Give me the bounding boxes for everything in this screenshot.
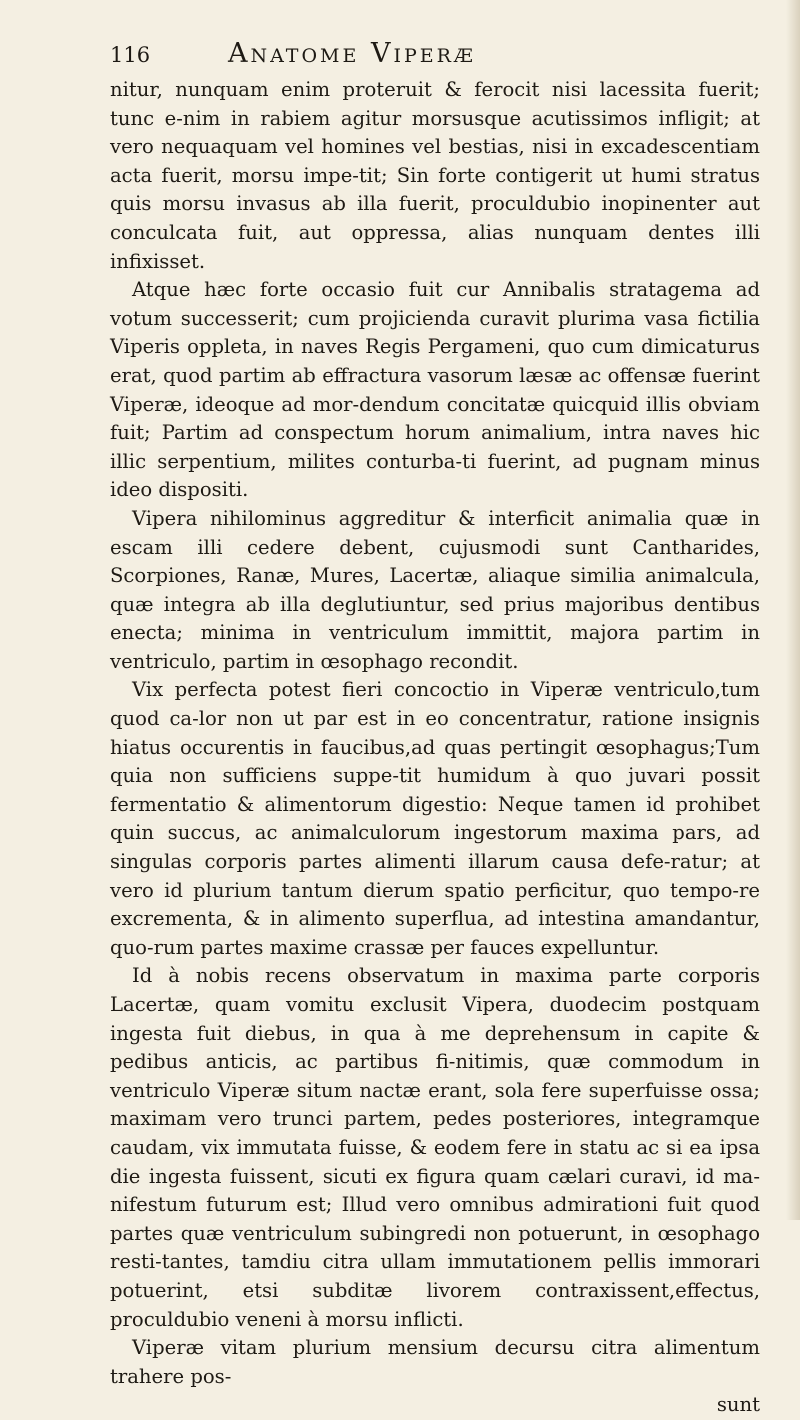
paragraph: Atque hæc forte occasio fuit cur Annibalis stratagema ad votum successerit; cum projicienda curavit plurima vasa fictilia Viperis oppleta, in naves Regis Pergameni, quo cum dimicaturus erat, quod partim ab effractura vasorum læsæ ac offensæ fuerint Viperæ, ideoque ad mor-dendum concitatæ quicquid illis obviam fuit; Partim ad conspectum horum animalium, intra naves hic illic serpentium, milites conturba-ti fuerint, ad pugnam minus ideo dispositi. [110,278,760,502]
paragraph: Id à nobis recens observatum in maxima parte corporis Lacertæ, quam vomitu exclusit Vipera, duodecim postquam ingesta fuit diebus, in qua à me deprehensum in capite & pedibus anticis, ac partibus fi-nitimis, quæ commodum in ventriculo Viperæ situm nactæ erant, sola fere superfuisse ossa; maximam vero trunci partem, pedes posteriores, integramque caudam, vix immutata fuisse, & eodem fere in statu ac si ea ipsa die ingesta fuissent, sicuti ex figura quam cælari curavi, id ma-nifestum futurum est; Illud vero omnibus admirationi fuit quod partes quæ ventriculum subingredi non potuerunt, in œsophago resti-tantes, tamdiu citra ullam immutationem pellis immorari potuerint, etsi subditæ livorem contraxissent,effectus, proculdubio veneni à morsu inflicti. [110,964,760,1331]
paragraph: Vipera nihilominus aggreditur & interficit animalia quæ in escam illi cedere debent, cujusmodi sunt Cantharides, Scorpiones, Ranæ, Mures, Lacertæ, aliaque similia animalcula, quæ integra ab illa deglutiuntur, sed prius majoribus dentibus enecta; minima in ventriculum immittit, majora partim in ventriculo, partim in œsophago recondit. [110,506,760,673]
running-title: Anatome Viperæ [228,38,476,69]
page-header [110,38,770,76]
page-edge-shadow [786,0,800,1220]
body-text [110,76,760,1391]
catchword: sunt [716,1393,760,1417]
page-number: 116 [110,43,151,67]
paragraph: Viperæ vitam plurium mensium decursu citra alimentum trahere pos- [110,1336,760,1388]
paragraph: Vix perfecta potest fieri concoctio in Viperæ ventriculo,tum quod ca-lor non ut par est in eo concentratur, ratione insignis hiatus occurentis in faucibus,ad quas pertingit œsophagus;Tum quia non sufficiens suppe-tit humidum à quo juvari possit fermentatio & alimentorum digestio: Neque tamen id prohibet quin succus, ac animalculorum ingestorum maxima pars, ad singulas corporis partes alimenti illarum causa defe-ratur; at vero id plurium tantum dierum spatio perficitur, quo tempo-re excrementa, & in alimento superflua, ad intestina amandantur, quo-rum partes maxime crassæ per fauces expelluntur. [110,678,760,959]
paragraph: nitur, nunquam enim proteruit & ferocit nisi lacessita fuerit; tunc e-nim in rabiem agitur morsusque acutissimos infligit; at vero nequaquam vel homines vel bestias, nisi in excadescentiam acta fuerit, morsu impe-tit; Sin forte contigerit ut humi stratus quis morsu invasus ab illa fuerit, proculdubio inopinenter aut conculcata fuit, aut oppressa, alias nunquam dentes illi infixisset. [110,78,760,273]
